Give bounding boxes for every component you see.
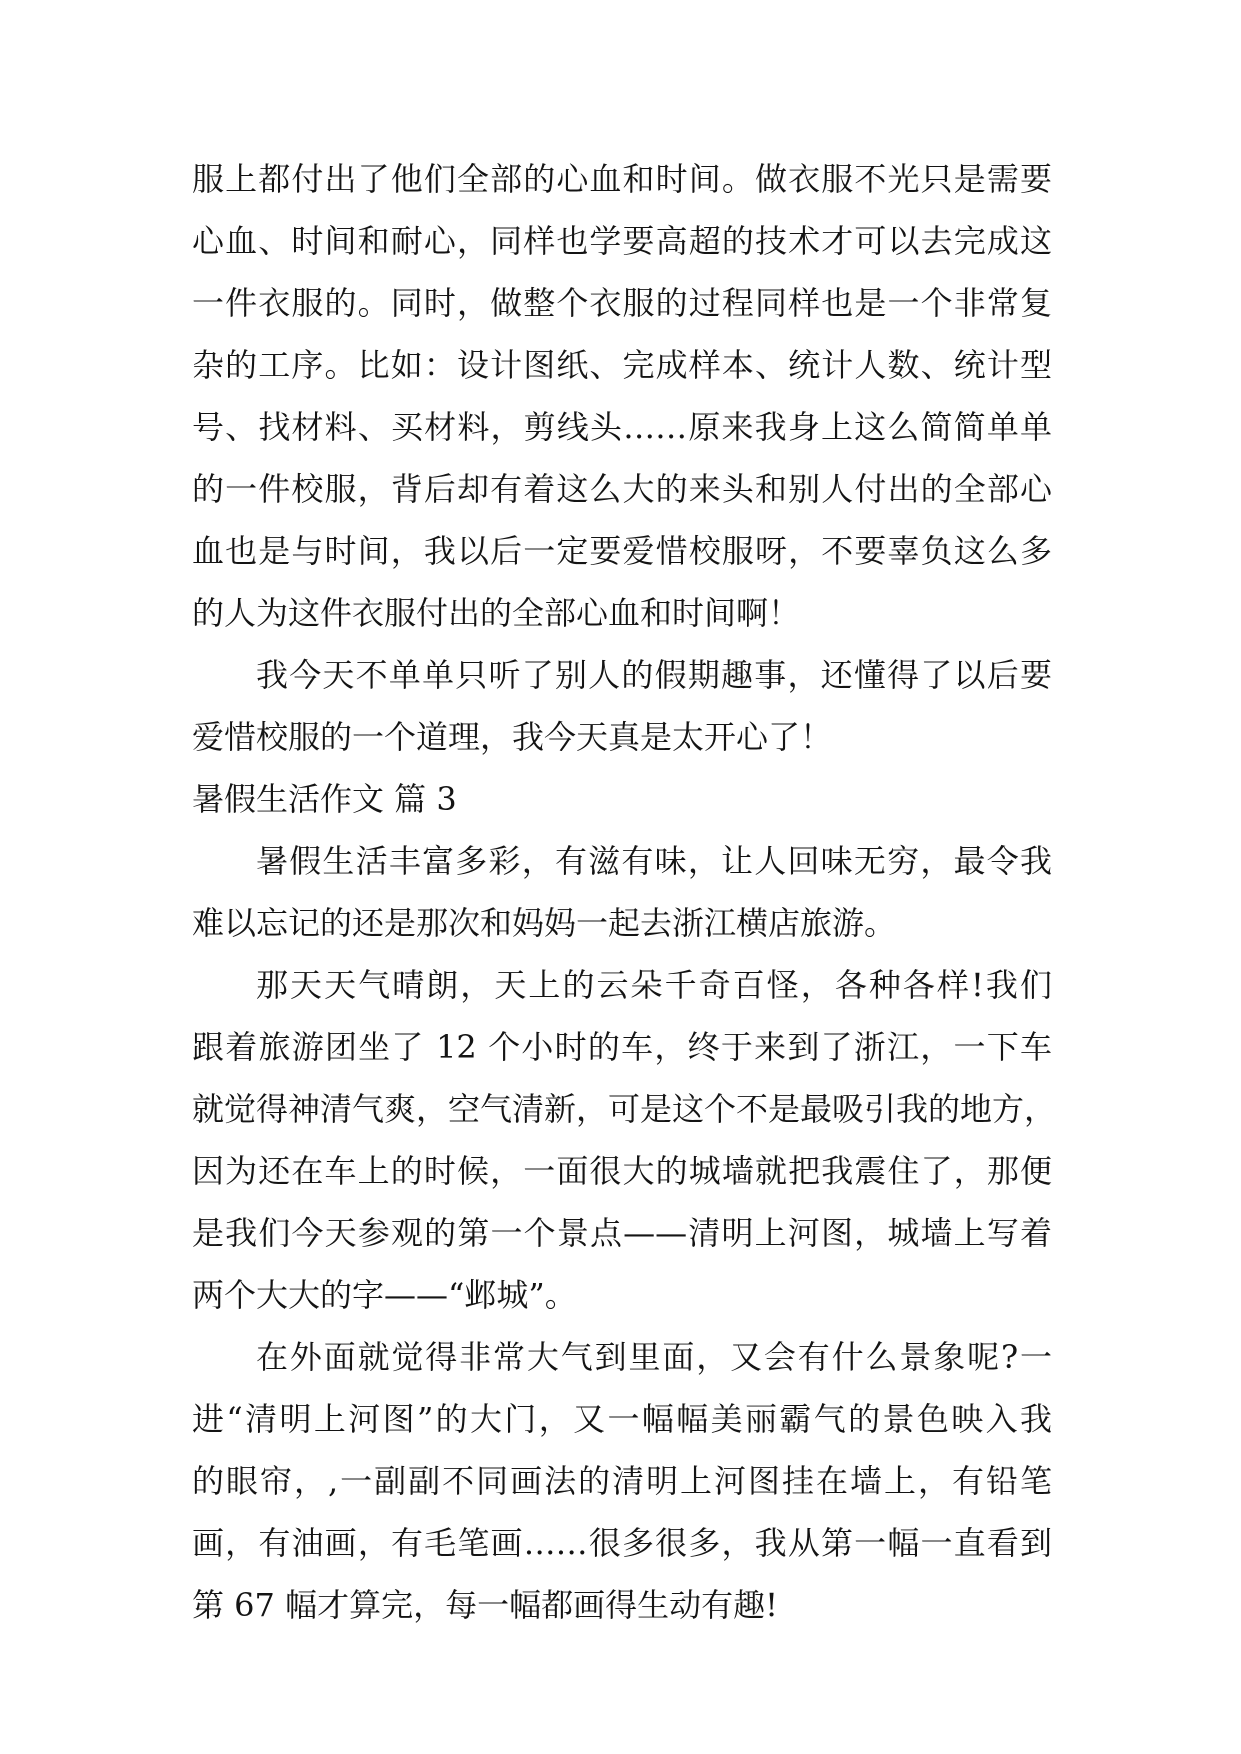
text-line: 是我们今天参观的第一个景点——清明上河图，城墙上写着: [192, 1214, 1052, 1252]
text-line: 一件衣服的。同时，做整个衣服的过程同样也是一个非常复: [192, 284, 1052, 322]
text-line: 服上都付出了他们全部的心血和时间。做衣服不光只是需要: [192, 160, 1052, 198]
text-line: 就觉得神清气爽，空气清新，可是这个不是最吸引我的地方，: [192, 1090, 1057, 1128]
paragraph-first-line: 在外面就觉得非常大气到里面，又会有什么景象呢?一: [256, 1338, 1052, 1376]
text-line: 第 67 幅才算完，每一幅都画得生动有趣!: [192, 1586, 778, 1624]
text-line: 号、找材料、买材料，剪线头……原来我身上这么简简单单: [192, 408, 1052, 446]
text-line: 因为还在车上的时候，一面很大的城墙就把我震住了，那便: [192, 1152, 1052, 1190]
text-line: 爱惜校服的一个道理，我今天真是太开心了！: [192, 718, 833, 756]
text-line: 两个大大的字——“邺城”。: [192, 1276, 577, 1314]
text-line: 的一件校服，背后却有着这么大的来头和别人付出的全部心: [192, 470, 1052, 508]
text-line: 画，有油画，有毛笔画……很多很多，我从第一幅一直看到: [192, 1524, 1052, 1562]
paragraph-first-line: 我今天不单单只听了别人的假期趣事，还懂得了以后要: [256, 656, 1052, 694]
text-line: 心血、时间和耐心，同样也学要高超的技术才可以去完成这: [192, 222, 1052, 260]
text-line: 血也是与时间，我以后一定要爱惜校服呀，不要辜负这么多: [192, 532, 1052, 570]
paragraph-first-line: 暑假生活丰富多彩，有滋有味，让人回味无穷，最令我: [256, 842, 1052, 880]
text-line: 杂的工序。比如：设计图纸、完成样本、统计人数、统计型: [192, 346, 1052, 384]
text-line: 难以忘记的还是那次和妈妈一起去浙江横店旅游。: [192, 904, 897, 942]
text-line: 的人为这件衣服付出的全部心血和时间啊！: [192, 594, 801, 632]
paragraph-first-line: 那天天气晴朗，天上的云朵千奇百怪，各种各样!我们: [256, 966, 1052, 1004]
text-line: 进“清明上河图”的大门，又一幅幅美丽霸气的景色映入我: [192, 1400, 1052, 1438]
section-heading: 暑假生活作文 篇 3: [192, 780, 457, 818]
text-line: 的眼帘，,一副副不同画法的清明上河图挂在墙上，有铅笔: [192, 1462, 1052, 1500]
text-line: 跟着旅游团坐了 12 个小时的车，终于来到了浙江，一下车: [192, 1028, 1052, 1066]
